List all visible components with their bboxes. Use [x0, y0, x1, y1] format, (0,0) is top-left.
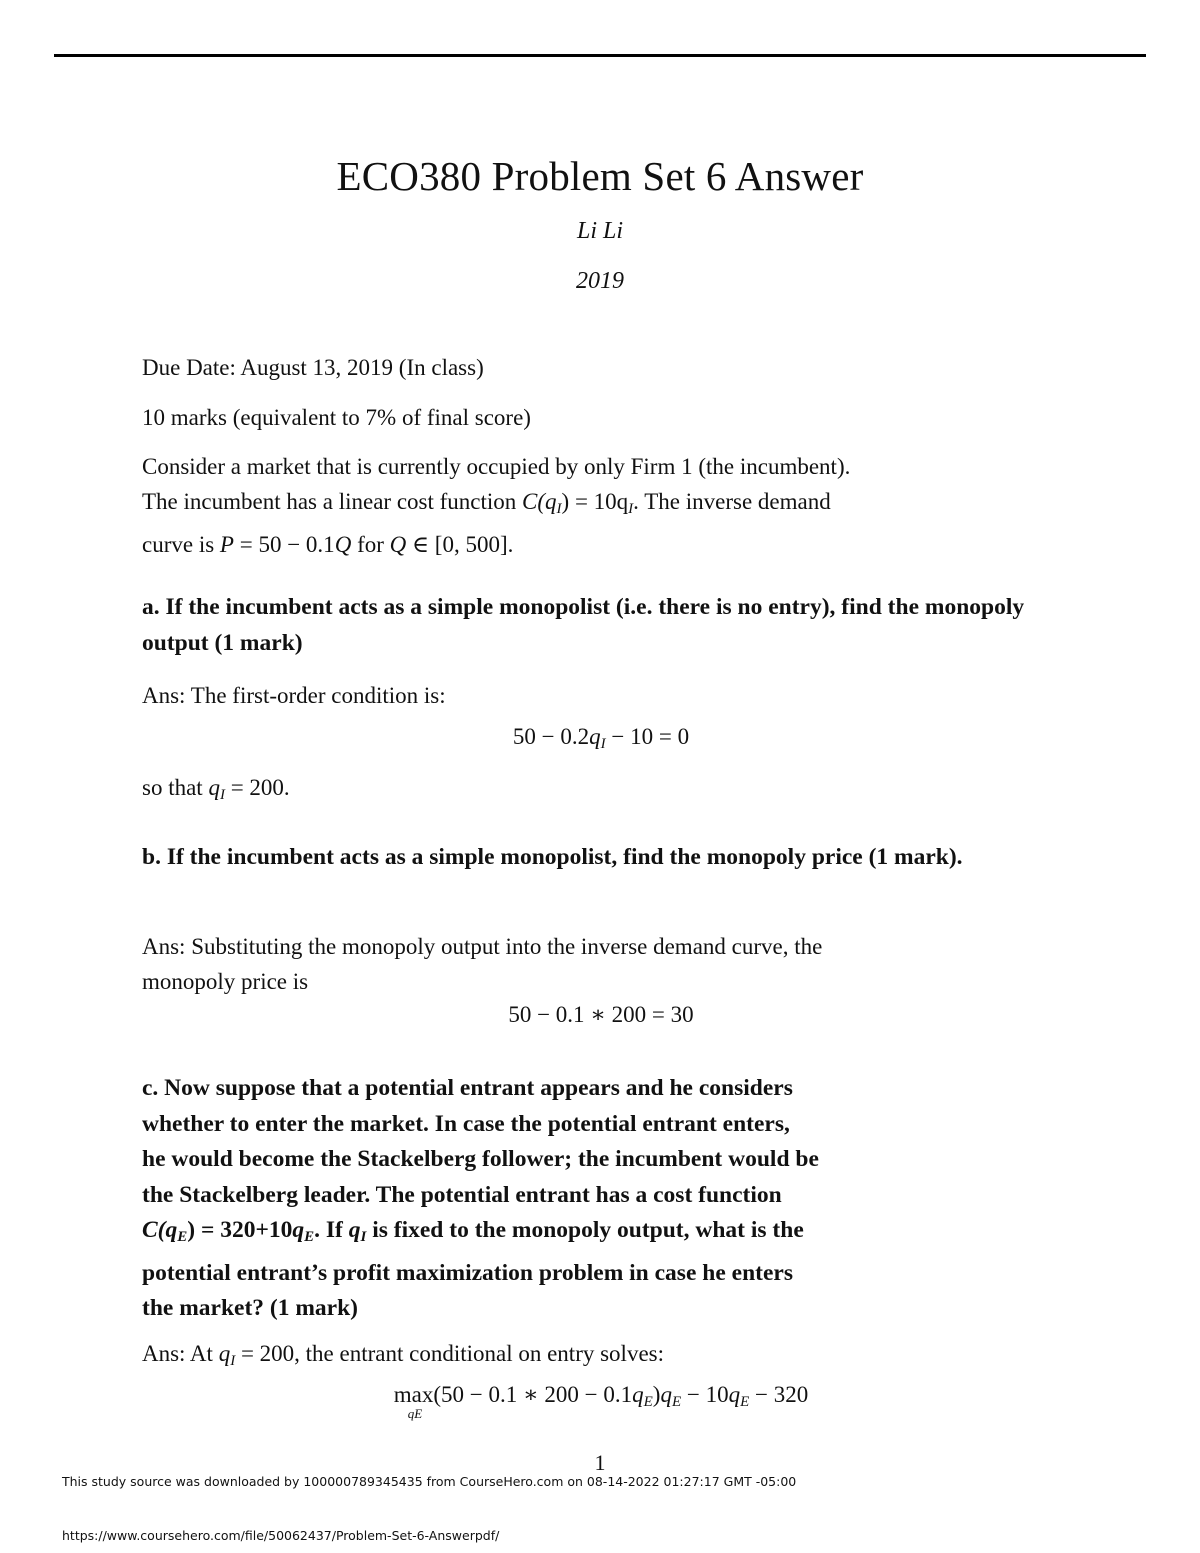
question-c-line-4: the Stackelberg leader. The potential entrant has a cost function	[142, 1181, 782, 1208]
answer-b	[142, 929, 1060, 999]
due-date: Due Date: August 13, 2019 (In class)	[142, 355, 484, 380]
intro-line-2: The incumbent has a linear cost function $C(q_I) = 10q_I$. The inverse demand	[142, 489, 831, 517]
answer-c-intro: Ans: At $q_I = 200$, the entrant conditional on entry solves:	[142, 1341, 664, 1369]
download-notice: This study source was downloaded by 100000789345435 from CourseHero.com on 08-14-2022 01:27:17 GMT -05:00	[62, 1474, 797, 1489]
document-title: ECO380 Problem Set 6 Answer	[336, 153, 864, 199]
question-c-line-3: he would become the Stackelberg follower; the incumbent would be	[142, 1146, 819, 1172]
max-operator: max qE	[393, 1382, 434, 1421]
author: Li Li	[576, 218, 624, 244]
question-c-line-1: c. Now suppose that a potential entrant appears and he considers	[142, 1075, 793, 1101]
max-subscript: qE	[407, 1406, 423, 1421]
top-rule	[54, 54, 1146, 57]
source-url-link[interactable]: https://www.coursehero.com/file/50062437/Problem-Set-6-Answerpdf/	[62, 1528, 500, 1543]
equation-c: max qE (50 − 0.1 ∗ $200 - 0.1q_E)q_E - 10q_E - 320$	[393, 1382, 809, 1421]
intro-paragraph	[142, 449, 1060, 562]
question-c-line-2: whether to enter the market. In case the potential entrant enters,	[142, 1110, 790, 1137]
equation-a: $50 - 0.2q_I - 10 = 0$	[512, 724, 690, 752]
intro-line-3: curve is P = 50 − 0.1Q for Q ∈ [0, 500].	[142, 532, 514, 557]
question-c-line-7: the market? (1 mark)	[142, 1295, 359, 1321]
question-c-line-6: potential entrant’s profit maximization problem in case he enters	[142, 1259, 793, 1286]
answer-b-line-2: monopoly price is	[142, 969, 309, 994]
year: 2019	[576, 268, 624, 294]
question-c	[142, 1071, 1060, 1327]
intro-line-1: Consider a market that is currently occupied by only Firm 1 (the incumbent).	[142, 454, 851, 479]
question-c-line-5: $C(q_E) = 320+10q_E$. If $q_I$ is fixed to the monopoly output, what is the	[142, 1217, 804, 1245]
answer-a-result: so that $q_I = 200$.	[142, 775, 290, 803]
page-number: 1	[594, 1450, 606, 1475]
question-b: b. If the incumbent acts as a simple monopolist, find the monopoly price (1 mark).	[142, 844, 963, 870]
question-a: a. If the incumbent acts as a simple monopolist (i.e. there is no entry), find the monopoly output (1 mark)	[142, 594, 1025, 656]
answer-b-line-1: Ans: Substituting the monopoly output into the inverse demand curve, the	[142, 934, 823, 959]
answer-a-intro: Ans: The first-order condition is:	[142, 683, 446, 708]
equation-b: 50 − 0.1 ∗ 200 = 30	[508, 1002, 694, 1027]
marks-info: 10 marks (equivalent to 7% of final score)	[142, 405, 531, 430]
